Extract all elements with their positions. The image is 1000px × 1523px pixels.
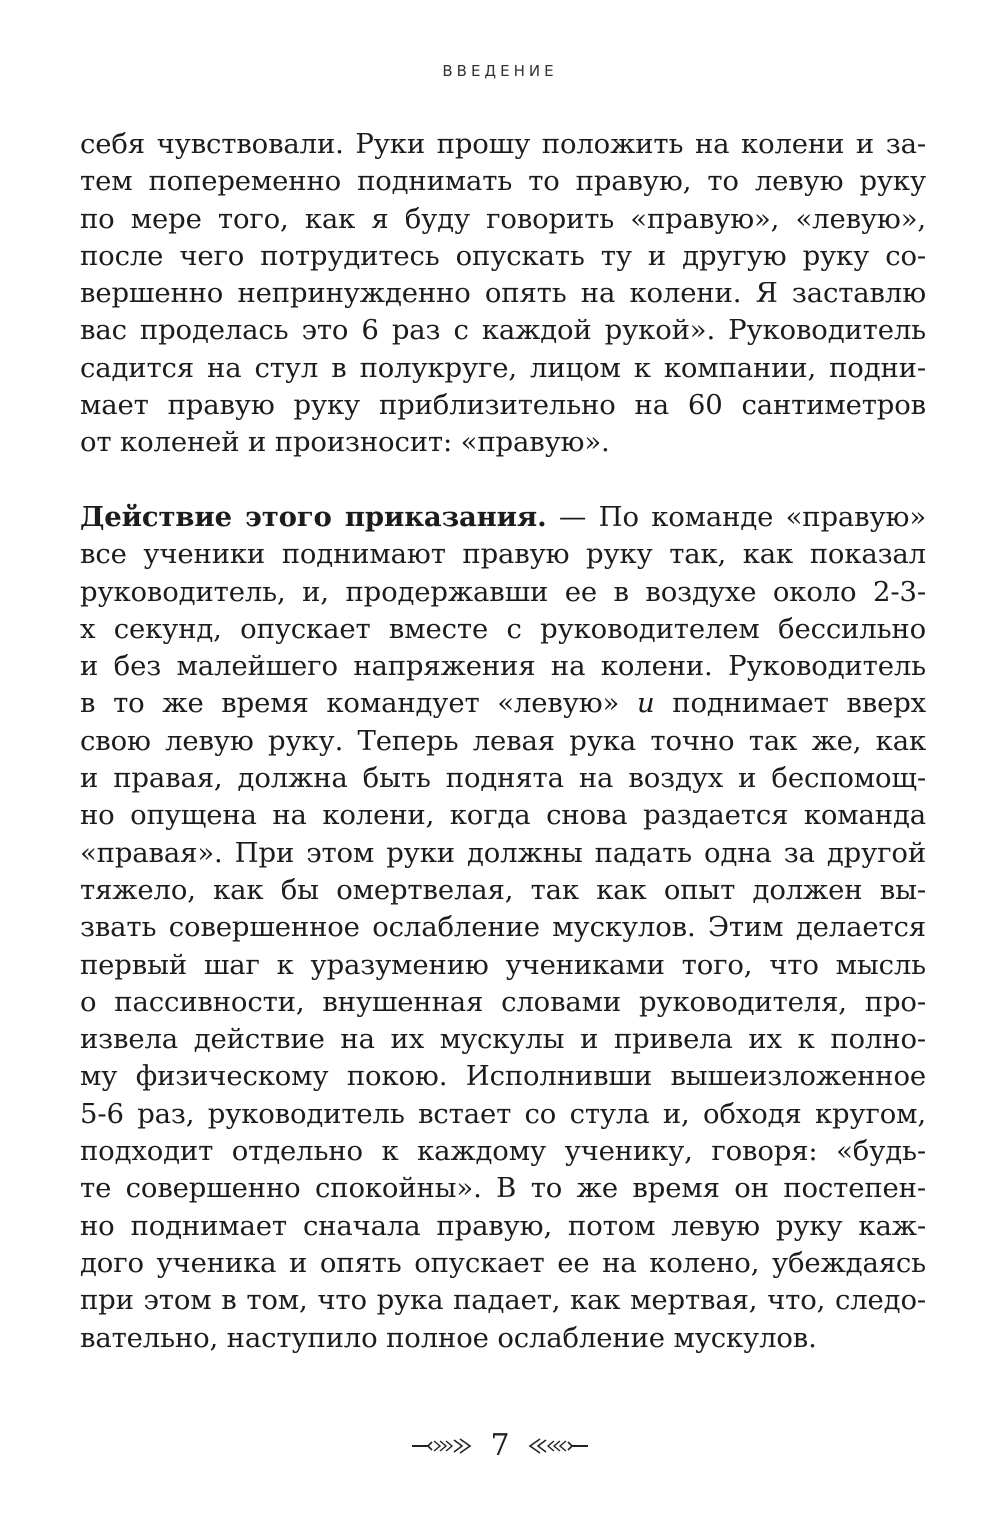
text-line: извела действие на их мускулы и привела их к полно- bbox=[80, 1023, 926, 1056]
folio bbox=[0, 1428, 1000, 1463]
text-line: вательно, наступило полное ослабление мускулов. bbox=[80, 1321, 817, 1354]
text-run: поднимает вверх bbox=[654, 687, 926, 720]
section-heading: Действие этого приказания. bbox=[80, 500, 547, 533]
text-line: тем попеременно поднимать то правую, то левую руку bbox=[80, 165, 926, 198]
text-line: от коленей и произносит: «правую». bbox=[80, 426, 610, 459]
italic-run: и bbox=[636, 687, 655, 720]
text-line: но опущена на колени, когда снова раздается команда bbox=[80, 799, 926, 832]
text-line: дого ученика и опять опускает ее на колено, убеждаясь bbox=[80, 1246, 926, 1279]
text-line: и правая, должна быть поднята на воздух и беспомощ- bbox=[80, 762, 926, 795]
text-line: мает правую руку приблизительно на 60 сантиметров bbox=[80, 389, 926, 422]
text-line: и без малейшего напряжения на колени. Руководитель bbox=[80, 650, 926, 683]
text-run: в то же время командует «левую» bbox=[80, 687, 637, 720]
text-line: му физическому покою. Исполнивши вышеизложенное bbox=[80, 1060, 926, 1093]
running-head: ВВЕДЕНИЕ bbox=[442, 62, 558, 80]
text-line: руководитель, и, продержавши ее в воздухе около 2-3- bbox=[80, 575, 926, 608]
text-line: «правая». При этом руки должны падать одна за другой bbox=[80, 836, 926, 869]
text-line: по мере того, как я буду говорить «правую», «левую», bbox=[80, 202, 926, 235]
text-line: х секунд, опускает вместе с руководителем бессильно bbox=[80, 612, 926, 645]
text-line: вас проделась это 6 раз с каждой рукой». Руководитель bbox=[80, 314, 926, 347]
text-line: садится на стул в полукруге, лицом к компании, подни- bbox=[80, 351, 926, 384]
ornament-left-icon bbox=[410, 1435, 478, 1457]
text-line: первый шаг к уразумению учениками того, что мысль bbox=[80, 948, 926, 981]
text-line: подходит отдельно к каждому ученику, говоря: «будь- bbox=[80, 1135, 926, 1168]
text-line: 5-6 раз, руководитель встает со стула и, обходя кругом, bbox=[80, 1097, 926, 1130]
text-line: тяжело, как бы омертвелая, так как опыт должен вы- bbox=[80, 873, 926, 906]
page-number: 7 bbox=[490, 1428, 510, 1463]
text-line: при этом в том, что рука падает, как мертвая, что, следо- bbox=[80, 1284, 926, 1317]
body-text bbox=[80, 126, 926, 1357]
text-line bbox=[80, 499, 926, 536]
text-line: те совершенно спокойны». В то же время он постепен- bbox=[80, 1172, 926, 1205]
ornament-right-icon bbox=[522, 1435, 590, 1457]
text-line: после чего потрудитесь опускать ту и другую руку со- bbox=[80, 239, 926, 272]
paragraph-gap bbox=[80, 462, 926, 499]
text-line: о пассивности, внушенная словами руководителя, про- bbox=[80, 985, 926, 1018]
text-line: свою левую руку. Теперь левая рука точно так же, как bbox=[80, 724, 926, 757]
text-line: все ученики поднимают правую руку так, как показал bbox=[80, 538, 926, 571]
text-line bbox=[80, 685, 926, 722]
text-line: звать совершенное ослабление мускулов. Этим делается bbox=[80, 911, 926, 944]
text-line: вершенно непринужденно опять на колени. Я заставлю bbox=[80, 277, 926, 310]
text-line: но поднимает сначала правую, потом левую руку каж- bbox=[80, 1209, 926, 1242]
text-line: себя чувствовали. Руки прошу положить на колени и за- bbox=[80, 128, 926, 160]
text-run: — По команде «правую» bbox=[546, 500, 926, 533]
